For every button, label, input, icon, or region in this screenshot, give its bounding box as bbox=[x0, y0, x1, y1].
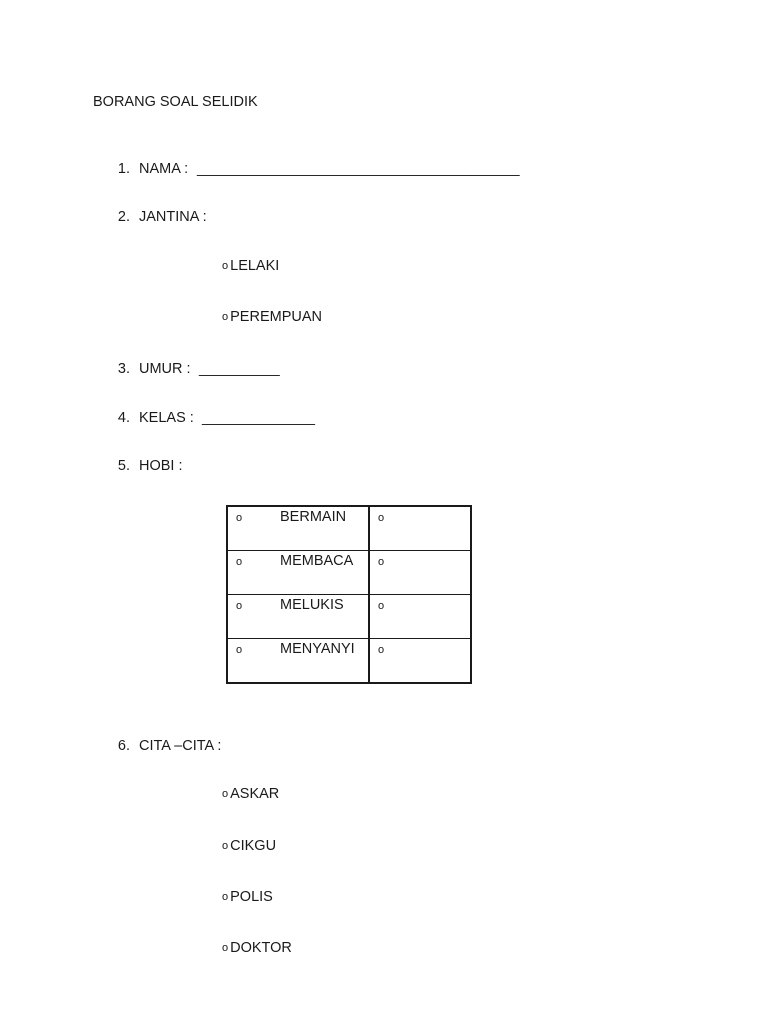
radio-bullet-icon: o bbox=[236, 600, 243, 612]
option-label: ASKAR bbox=[230, 786, 280, 802]
option-polis[interactable] bbox=[222, 890, 273, 905]
radio-bullet-icon: o bbox=[222, 942, 229, 954]
radio-bullet-icon: o bbox=[222, 260, 229, 272]
radio-bullet-icon: o bbox=[236, 512, 243, 524]
hobi-extra-option[interactable] bbox=[369, 551, 471, 595]
radio-bullet-icon: o bbox=[222, 891, 229, 903]
question-number: 6. bbox=[117, 738, 130, 754]
question-number: 1. bbox=[117, 161, 130, 177]
option-label: LELAKI bbox=[230, 258, 280, 274]
radio-bullet-icon: o bbox=[378, 556, 385, 568]
option-label: CIKGU bbox=[230, 838, 277, 854]
form-title: BORANG SOAL SELIDIK bbox=[93, 94, 258, 110]
question-umur-label: UMUR : bbox=[139, 361, 191, 377]
hobi-option-membaca[interactable] bbox=[227, 551, 369, 595]
option-label: DOKTOR bbox=[230, 940, 292, 956]
table-row bbox=[227, 639, 471, 684]
hobi-option-menyanyi[interactable] bbox=[227, 639, 369, 684]
question-number: 4. bbox=[117, 410, 130, 426]
option-label: PEREMPUAN bbox=[230, 309, 322, 325]
hobi-label: MEMBACA bbox=[280, 553, 354, 569]
radio-bullet-icon: o bbox=[222, 840, 229, 852]
option-cikgu[interactable] bbox=[222, 839, 276, 854]
radio-bullet-icon: o bbox=[236, 556, 243, 568]
hobi-label: MENYANYI bbox=[280, 641, 355, 657]
question-kelas-label: KELAS : bbox=[139, 410, 194, 426]
question-jantina-label: JANTINA : bbox=[139, 209, 207, 225]
umur-blank-line[interactable]: __________ bbox=[199, 361, 280, 377]
option-doktor[interactable] bbox=[222, 941, 292, 956]
table-row bbox=[227, 595, 471, 639]
nama-blank-line[interactable]: ________________________________________ bbox=[197, 161, 520, 177]
option-askar[interactable] bbox=[222, 787, 279, 802]
hobi-label: MELUKIS bbox=[280, 597, 344, 613]
question-number: 2. bbox=[117, 209, 130, 225]
radio-bullet-icon: o bbox=[236, 644, 243, 656]
hobi-label: BERMAIN bbox=[280, 509, 347, 525]
table-row bbox=[227, 551, 471, 595]
hobi-option-melukis[interactable] bbox=[227, 595, 369, 639]
question-cita-cita-label: CITA –CITA : bbox=[139, 738, 222, 754]
hobi-extra-option[interactable] bbox=[369, 595, 471, 639]
kelas-blank-line[interactable]: ______________ bbox=[202, 410, 315, 426]
table-row bbox=[227, 506, 471, 551]
question-nama-label: NAMA : bbox=[139, 161, 189, 177]
radio-bullet-icon: o bbox=[378, 512, 385, 524]
option-lelaki[interactable] bbox=[222, 259, 279, 274]
hobi-table bbox=[226, 505, 472, 684]
question-number: 3. bbox=[117, 361, 130, 377]
radio-bullet-icon: o bbox=[222, 311, 229, 323]
option-perempuan[interactable] bbox=[222, 310, 322, 325]
radio-bullet-icon: o bbox=[378, 644, 385, 656]
option-label: POLIS bbox=[230, 889, 273, 905]
question-number: 5. bbox=[117, 458, 130, 474]
hobi-option-bermain[interactable] bbox=[227, 506, 369, 551]
radio-bullet-icon: o bbox=[378, 600, 385, 612]
hobi-extra-option[interactable] bbox=[369, 506, 471, 551]
radio-bullet-icon: o bbox=[222, 788, 229, 800]
hobi-extra-option[interactable] bbox=[369, 639, 471, 684]
question-hobi-label: HOBI : bbox=[139, 458, 183, 474]
